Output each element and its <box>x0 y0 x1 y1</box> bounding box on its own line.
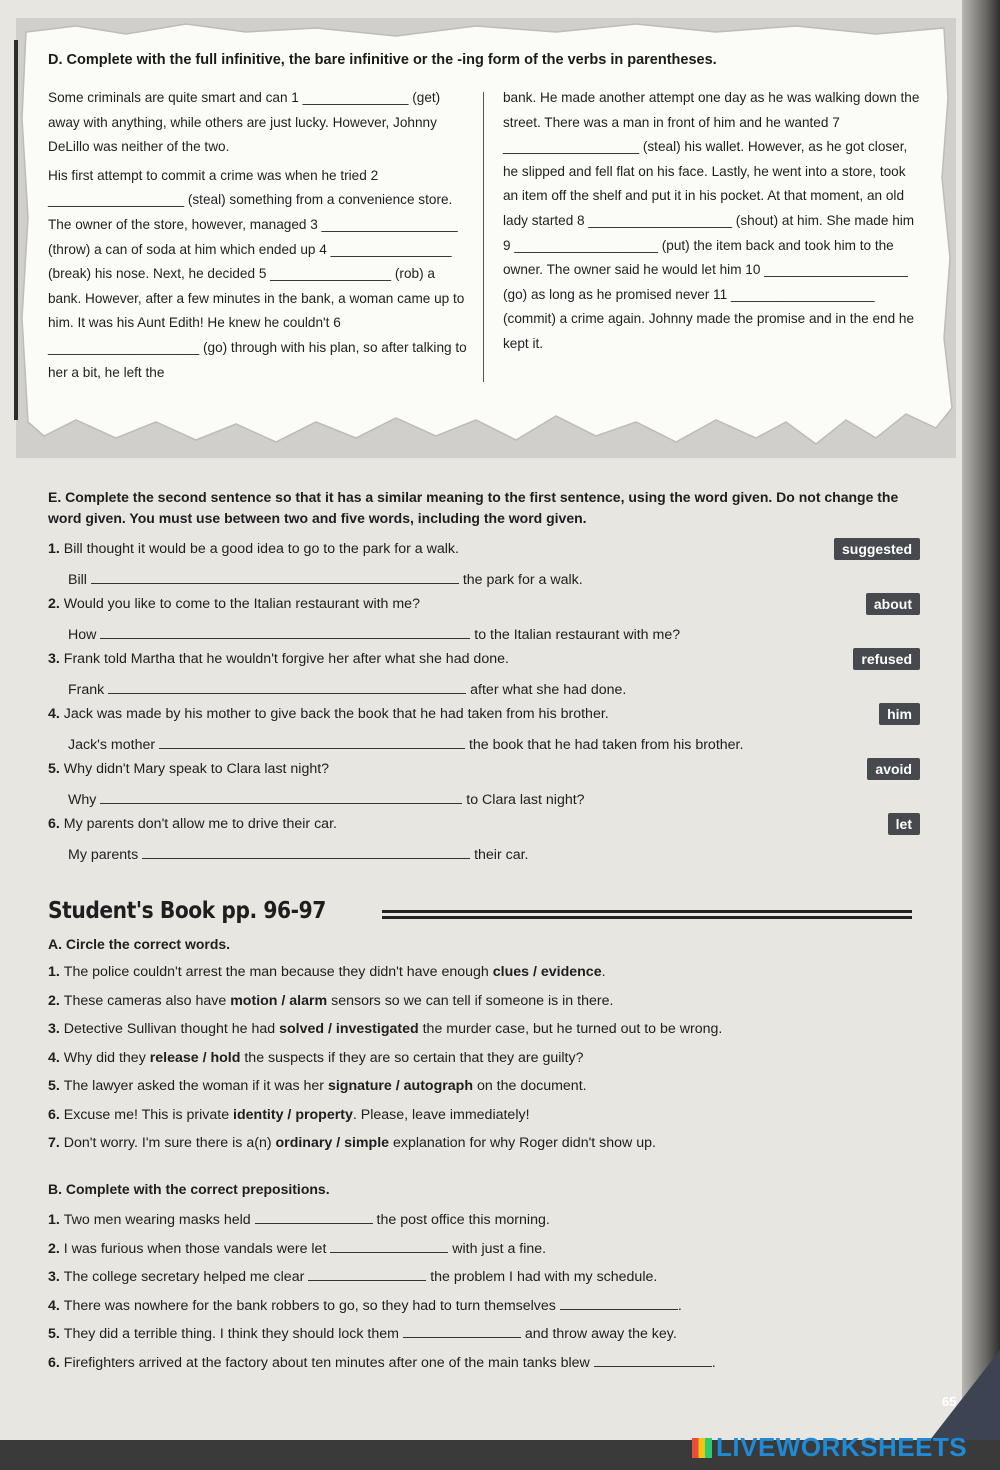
e-answer-line <box>68 844 528 863</box>
e-number: 5. <box>48 761 64 777</box>
b-text-post: and throw away the key. <box>520 1326 677 1342</box>
e-answer-line <box>68 789 585 808</box>
a-number: 5. <box>48 1078 64 1094</box>
a-text-pre: These cameras also have <box>63 992 231 1009</box>
e-answer-line <box>68 679 626 698</box>
a-number: 6. <box>48 1106 64 1123</box>
e-answer-end: their car. <box>470 847 529 863</box>
e-sentence-text: Jack was made by his mother to give back the book that he had taken from his brother. <box>63 706 609 722</box>
e-sentence-text: Would you like to come to the Italian restaurant with me? <box>63 596 420 612</box>
e-sentence <box>48 596 420 612</box>
page-binding-shade <box>962 0 1000 1440</box>
a-text-pre: The police couldn't arrest the man because they didn't have enough <box>63 964 493 980</box>
b-text-pre: Two men wearing masks held <box>63 1212 255 1228</box>
b-number: 1. <box>48 1212 64 1228</box>
circle-question <box>48 1078 587 1094</box>
a-text-pre: Why did they <box>63 1049 150 1066</box>
e-answer-line <box>68 624 680 643</box>
b-text-pre: There was nowhere for the bank robbers to go, so they had to turn themselves <box>63 1297 560 1314</box>
e-number: 3. <box>48 651 64 667</box>
section-d-heading: D. Complete with the full infinitive, the bare infinitive or the -ing form of the verbs in parentheses. <box>48 52 717 68</box>
a-number: 4. <box>48 1049 64 1066</box>
section-b-heading: B. Complete with the correct prepositions. <box>48 1181 330 1197</box>
b-text-pre: The college secretary helped me clear <box>63 1269 309 1285</box>
answer-blank[interactable] <box>330 1238 448 1253</box>
e-question <box>48 706 744 753</box>
b-text-post: with just a fine. <box>448 1240 547 1257</box>
circle-question <box>48 964 606 980</box>
b-text-post: . <box>711 1354 716 1371</box>
e-sentence <box>48 706 609 722</box>
answer-blank[interactable] <box>255 1209 373 1224</box>
answer-blank[interactable] <box>159 734 465 749</box>
preposition-question <box>48 1295 682 1314</box>
word-choice[interactable]: release / hold <box>149 1049 241 1066</box>
section-d-left-column <box>48 86 468 385</box>
e-question <box>48 596 681 643</box>
a-text-post: on the document. <box>473 1078 587 1094</box>
b-text-pre: They did a terrible thing. I think they should lock them <box>63 1326 403 1342</box>
b-number: 4. <box>48 1297 64 1314</box>
liveworksheets-logo <box>692 1432 967 1463</box>
e-answer-start: My parents <box>68 847 143 863</box>
e-answer-start: How <box>68 627 101 643</box>
e-number: 4. <box>48 706 64 722</box>
e-answer-start: Bill <box>68 572 91 588</box>
answer-blank[interactable] <box>594 1352 712 1367</box>
a-text-post: the suspects if they are so certain that they are guilty? <box>240 1049 584 1066</box>
answer-blank[interactable] <box>142 844 470 859</box>
circle-question <box>48 1135 656 1151</box>
a-number: 2. <box>48 992 64 1009</box>
e-answer-end: the park for a walk. <box>458 572 583 588</box>
b-number: 3. <box>48 1269 64 1285</box>
b-text-pre: Firefighters arrived at the factory about ten minutes after one of the main tanks blew <box>63 1354 594 1371</box>
b-number: 5. <box>48 1326 64 1342</box>
e-answer-start: Frank <box>68 682 109 698</box>
a-text-post: sensors so we can tell if someone is in there. <box>327 992 614 1009</box>
section-d-right-column <box>503 86 923 357</box>
e-number: 1. <box>48 541 64 557</box>
section-d-paragraph-3: bank. He made another attempt one day as he was walking down the street. There was a man in front of him and he wanted 7 __________________ (steal) his wallet. However, as he got closer, he slipped and fell flat on his face. Lastly, he went into a store, took an item off the shelf and put it in his pocket. At that moment, an old lady started 8 ___________________ (shout) at him. She made him 9 ___________________ (put) the item back and took him to the owner. The owner said he would let him 10 ___________________ (go) as long as he promised never 11 ___________________ (commit) a crime again. Johnny made the promise and in the end he kept it. <box>503 90 920 351</box>
e-answer-end: to Clara last night? <box>462 792 585 808</box>
a-number: 7. <box>48 1135 64 1151</box>
word-choice[interactable]: ordinary / simple <box>275 1135 390 1151</box>
section-d-paragraph-2: His first attempt to commit a crime was when he tried 2 __________________ (steal) something from a convenience store. The owner of the store, however, managed 3 __________________ (throw) a can of soda at him which ended up 4 ________________ (break) his nose. Next, he decided 5 ________________ (rob) a bank. However, after a few minutes in the bank, a woman came up to him. It was his Aunt Edith! He knew he couldn't 6 ____________________ (go) through with his plan, so after talking to her a bit, he left the <box>48 167 467 380</box>
column-divider <box>483 92 484 382</box>
e-sentence <box>48 761 329 777</box>
b-text-post: the problem I had with my schedule. <box>426 1269 658 1285</box>
word-given-tag: refused <box>853 648 920 670</box>
e-sentence <box>48 651 509 667</box>
e-answer-start: Why <box>68 792 101 808</box>
answer-blank[interactable] <box>91 569 459 584</box>
e-sentence-text: Frank told Martha that he wouldn't forgive her after what she had done. <box>63 651 509 667</box>
word-choice[interactable]: signature / autograph <box>327 1078 473 1094</box>
section-d-paragraph-1: Some criminals are quite smart and can 1 ______________ (get) away with anything, while others are just lucky. However, Johnny DeLillo was neither of the two. <box>48 90 441 155</box>
a-text-post: explanation for why Roger didn't show up. <box>389 1135 656 1151</box>
word-choice[interactable]: identity / property <box>233 1106 353 1123</box>
answer-blank[interactable] <box>100 789 462 804</box>
students-book-title: Student's Book pp. 96-97 <box>48 898 326 924</box>
e-answer-end: the book that he had taken from his brother. <box>465 737 744 753</box>
e-answer-line <box>68 734 743 753</box>
preposition-question <box>48 1209 550 1228</box>
e-number: 2. <box>48 596 64 612</box>
preposition-question <box>48 1352 716 1371</box>
e-question <box>48 816 529 863</box>
e-sentence <box>48 541 459 557</box>
logo-text: LIVEWORKSHEETS <box>716 1432 968 1462</box>
e-sentence-text: Bill thought it would be a good idea to go to the park for a walk. <box>63 541 459 557</box>
section-a-heading: A. Circle the correct words. <box>48 936 231 952</box>
a-text-pre: Detective Sullivan thought he had <box>63 1021 280 1037</box>
e-sentence <box>48 816 337 832</box>
word-given-tag: suggested <box>834 538 920 560</box>
circle-question <box>48 993 613 1009</box>
word-given-tag: him <box>879 703 920 725</box>
answer-blank[interactable] <box>100 624 470 639</box>
word-choice[interactable]: motion / alarm <box>230 992 328 1009</box>
a-text-pre: Don't worry. I'm sure there is a(n) <box>63 1135 276 1151</box>
preposition-question <box>48 1266 657 1285</box>
e-answer-start: Jack's mother <box>68 737 160 753</box>
a-text-post: . <box>601 964 606 980</box>
word-choice[interactable]: clues / evidence <box>492 964 602 980</box>
a-text-post: the murder case, but he turned out to be wrong. <box>418 1021 723 1037</box>
a-text-pre: Excuse me! This is private <box>63 1106 234 1123</box>
a-number: 1. <box>48 964 64 980</box>
e-question <box>48 541 583 588</box>
a-number: 3. <box>48 1021 64 1037</box>
title-double-rule <box>382 910 912 919</box>
b-number: 2. <box>48 1240 64 1257</box>
e-sentence-text: My parents don't allow me to drive their car. <box>63 816 337 832</box>
b-number: 6. <box>48 1354 64 1371</box>
word-given-tag: about <box>866 593 920 615</box>
preposition-question <box>48 1323 677 1342</box>
circle-question <box>48 1050 583 1066</box>
section-e-heading: E. Complete the second sentence so that it has a similar meaning to the first sentence, using the word given. Do not change the word given. You must use between two and five words, including the word given. <box>48 489 899 526</box>
a-text-post: . Please, leave immediately! <box>352 1106 530 1123</box>
word-given-tag: avoid <box>867 758 920 780</box>
circle-question <box>48 1021 722 1037</box>
page-corner-decoration <box>930 1350 1000 1440</box>
e-answer-end: after what she had done. <box>466 682 627 698</box>
word-given-tag: let <box>888 813 920 835</box>
answer-blank[interactable] <box>403 1323 521 1338</box>
side-accent-bar <box>14 40 18 420</box>
logo-icon <box>692 1438 712 1458</box>
b-text-post: the post office this morning. <box>372 1212 550 1228</box>
answer-blank[interactable] <box>308 1266 426 1281</box>
answer-blank[interactable] <box>560 1295 678 1310</box>
page-number: 65 <box>942 1394 957 1409</box>
answer-blank[interactable] <box>108 679 466 694</box>
e-number: 6. <box>48 816 64 832</box>
e-question <box>48 651 627 698</box>
e-sentence-text: Why didn't Mary speak to Clara last night? <box>63 761 330 777</box>
preposition-question <box>48 1238 546 1257</box>
e-question <box>48 761 585 808</box>
e-answer-line <box>68 569 583 588</box>
a-text-pre: The lawyer asked the woman if it was her <box>63 1078 328 1094</box>
word-choice[interactable]: solved / investigated <box>279 1021 419 1037</box>
b-text-post: . <box>677 1297 682 1314</box>
b-text-pre: I was furious when those vandals were let <box>63 1240 331 1257</box>
circle-question <box>48 1107 530 1123</box>
e-answer-end: to the Italian restaurant with me? <box>470 627 681 643</box>
